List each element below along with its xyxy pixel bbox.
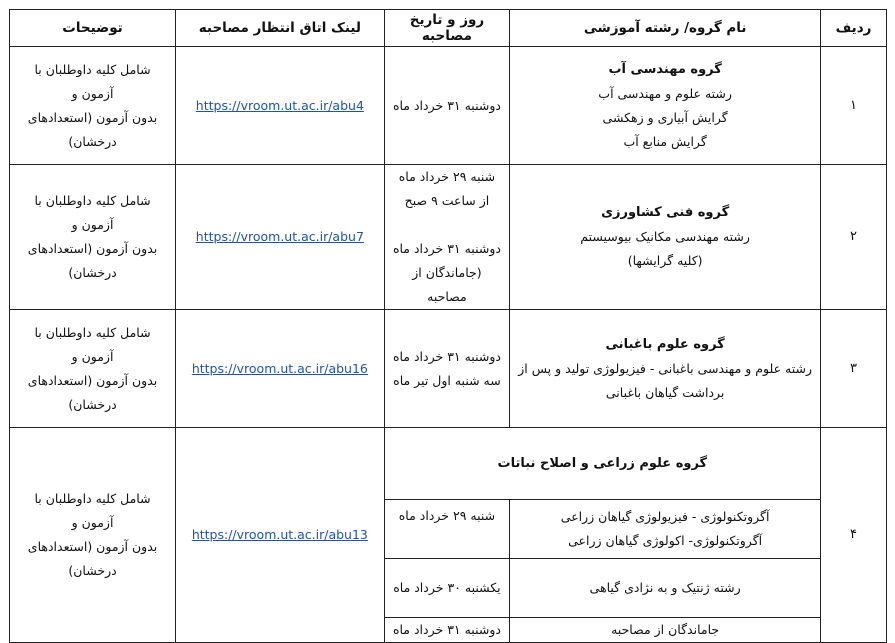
waiting-room-link[interactable]: https://vroom.ut.ac.ir/abu7	[195, 229, 364, 244]
group-line: رشته علوم و مهندسی آب	[598, 85, 732, 101]
notes-line: بدون آزمون (استعدادهای	[27, 372, 158, 388]
notes-cell	[10, 310, 176, 428]
notes-line: شامل کلیه داوطلبان با	[34, 193, 151, 208]
table-row	[10, 428, 887, 500]
group-line: رشته مهندسی مکانیک بیوسیستم	[580, 229, 750, 244]
date-cell	[384, 47, 510, 165]
group-line: برداشت گیاهان باغبانی	[605, 384, 725, 400]
group-line: گرایش آبیاری و زهکشی	[602, 109, 728, 125]
header-link: لینک اتاق انتظار مصاحبه	[176, 10, 385, 47]
row-number: ۲	[821, 165, 887, 310]
notes-line: درخشان)	[68, 396, 117, 412]
waiting-room-link[interactable]: https://vroom.ut.ac.ir/abu13	[191, 527, 368, 542]
header-row	[10, 10, 887, 47]
date-cell	[384, 165, 510, 310]
header-notes: توضیحات	[10, 10, 176, 47]
group-cell	[510, 310, 821, 428]
date-cell	[384, 559, 510, 618]
date-line: (جاماندگان از مصاحبه	[412, 265, 482, 304]
group-line: گرایش منابع آب	[623, 133, 707, 149]
link-cell	[176, 47, 385, 165]
date-line: یکشنبه ۳۰ خرداد ماه	[393, 580, 501, 595]
group-cell	[510, 47, 821, 165]
row-number: ۴	[821, 428, 887, 643]
table-row	[10, 165, 887, 310]
notes-line: بدون آزمون (استعدادهای	[27, 539, 158, 554]
group-title-cell	[384, 428, 820, 500]
notes-line: بدون آزمون (استعدادهای	[27, 241, 158, 256]
notes-line: آزمون و	[71, 217, 114, 232]
date-line: شنبه ۲۹ خرداد ماه	[398, 508, 496, 523]
notes-line: آزمون و	[71, 85, 114, 101]
header-group: نام گروه/ رشته آموزشی	[510, 10, 821, 47]
date-line: دوشنبه ۳۱ خرداد ماه	[392, 348, 501, 364]
table-row	[10, 47, 887, 165]
waiting-room-link[interactable]: https://vroom.ut.ac.ir/abu4	[195, 97, 364, 113]
table-row	[10, 310, 887, 428]
date-line: دوشنبه ۳۱ خرداد ماه	[392, 622, 501, 637]
group-title: گروه فنی کشاورزی	[601, 205, 730, 220]
date-line: دوشنبه ۳۱ خرداد ماه	[392, 97, 501, 113]
notes-line: آزمون و	[71, 348, 114, 364]
link-cell	[176, 310, 385, 428]
row-number: ۳	[821, 310, 887, 428]
group-cell	[510, 500, 821, 559]
header-row-no: ردیف	[821, 10, 887, 47]
group-line: (کلیه گرایشها)	[627, 253, 703, 268]
date-cell	[384, 310, 510, 428]
header-date: روز و تاریخ مصاحبه	[384, 10, 510, 47]
date-cell	[384, 618, 510, 643]
date-line: سه شنبه اول تیر ماه	[393, 372, 501, 388]
group-title: گروه مهندسی آب	[608, 61, 722, 77]
notes-line: شامل کلیه داوطلبان با	[34, 324, 151, 340]
notes-line: شامل کلیه داوطلبان با	[34, 61, 151, 77]
group-cell	[510, 559, 821, 618]
notes-line: درخشان)	[68, 563, 117, 578]
waiting-room-link[interactable]: https://vroom.ut.ac.ir/abu16	[191, 360, 368, 376]
notes-line: درخشان)	[68, 133, 117, 149]
group-title: گروه علوم باغبانی	[605, 336, 725, 352]
group-line: آگروتکنولوژی- اکولوژی گیاهان زراعی	[568, 533, 763, 548]
notes-cell	[10, 428, 176, 643]
date-cell	[384, 500, 510, 559]
date-line: شنبه ۲۹ خرداد ماه	[398, 169, 496, 184]
date-gap	[391, 213, 504, 237]
link-cell	[176, 428, 385, 643]
group-title: گروه علوم زراعی و اصلاح نباتات	[497, 455, 708, 471]
row-number: ۱	[821, 47, 887, 165]
notes-cell	[10, 165, 176, 310]
date-line: از ساعت ۹ صبح	[404, 193, 490, 208]
group-cell	[510, 165, 821, 310]
date-line: دوشنبه ۳۱ خرداد ماه	[392, 241, 501, 256]
notes-line: درخشان)	[68, 265, 117, 280]
notes-line: بدون آزمون (استعدادهای	[27, 109, 158, 125]
notes-line: آزمون و	[71, 515, 114, 530]
group-line: رشته ژنتیک و به نژادی گیاهی	[589, 580, 741, 595]
interview-schedule-table	[9, 9, 887, 643]
notes-cell	[10, 47, 176, 165]
group-line: آگروتکنولوژی - فیزیولوژی گیاهان زراعی	[560, 509, 770, 524]
group-line: رشته علوم و مهندسی باغبانی - فیزیولوژی تولید و پس از	[518, 360, 812, 376]
group-cell	[510, 618, 821, 643]
notes-line: شامل کلیه داوطلبان با	[34, 491, 151, 506]
link-cell	[176, 165, 385, 310]
group-line: جاماندگان از مصاحبه	[611, 622, 720, 637]
